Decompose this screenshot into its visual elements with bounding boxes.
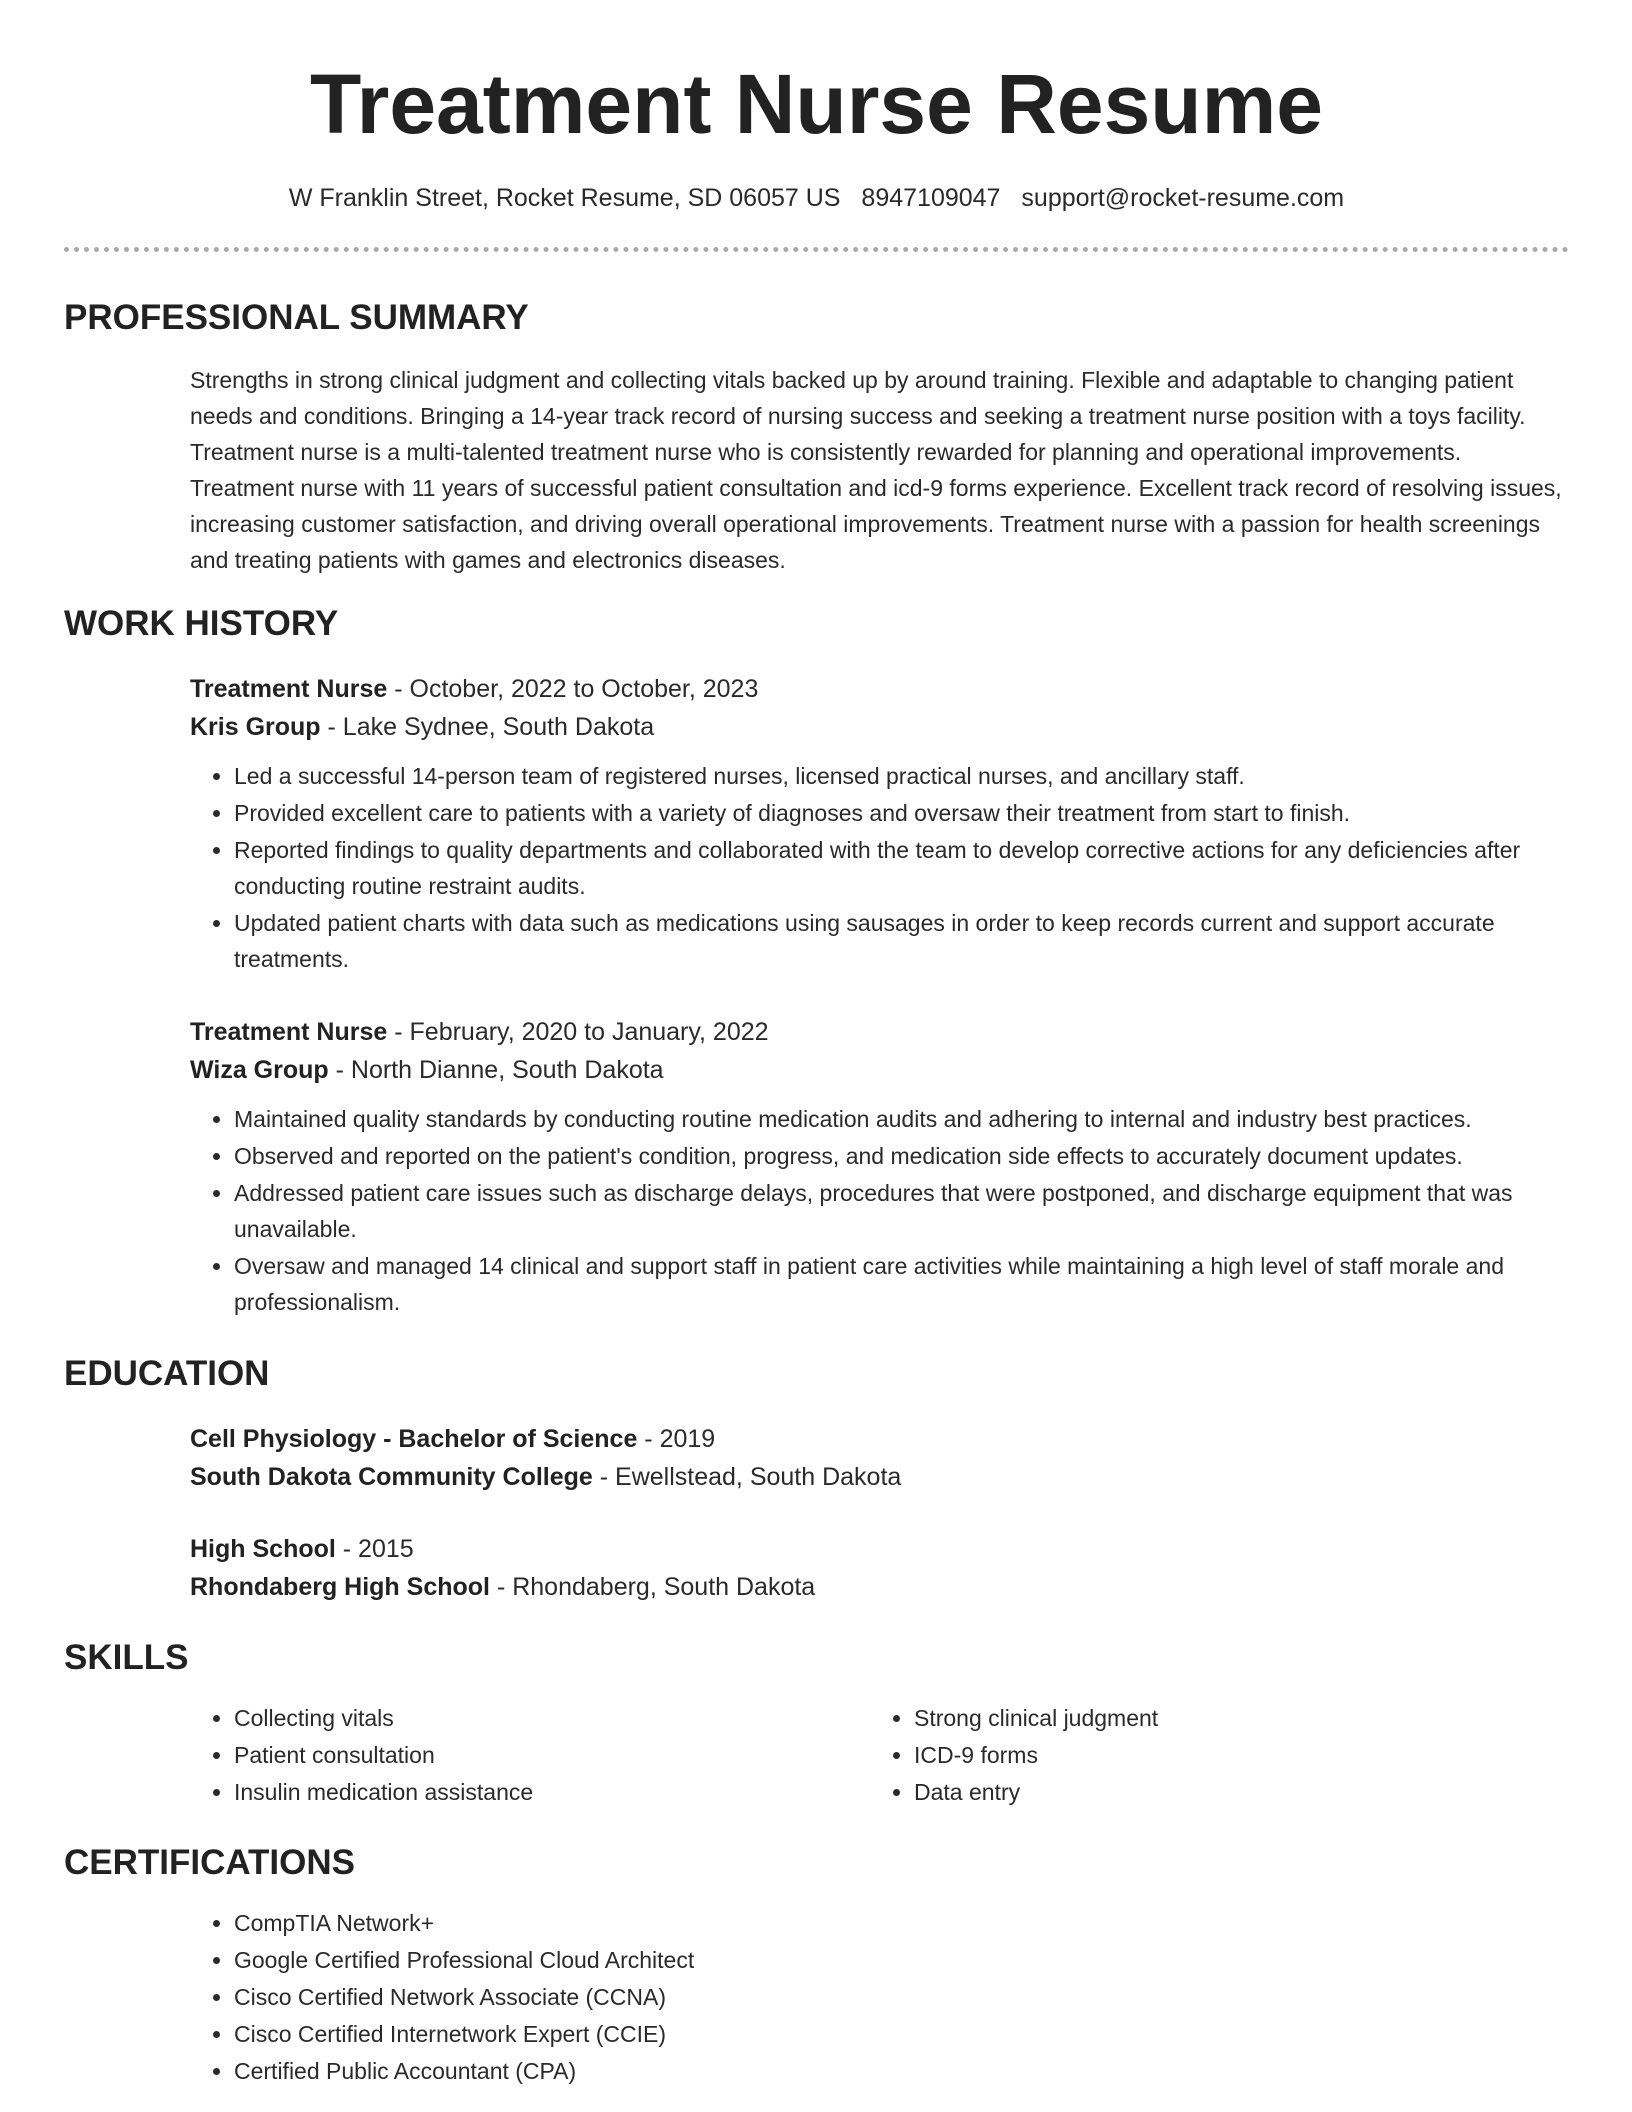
education-school-line xyxy=(190,1458,1569,1496)
education-location: - Rhondaberg, South Dakota xyxy=(490,1573,816,1601)
summary-section xyxy=(64,296,1569,578)
job-dates: - February, 2020 to January, 2022 xyxy=(387,1018,769,1046)
job-title: Treatment Nurse xyxy=(190,675,388,703)
contact-email: support@rocket-resume.com xyxy=(1021,184,1345,212)
education-school-line xyxy=(190,1568,1569,1606)
education-entry xyxy=(190,1530,1569,1606)
contact-address: W Franklin Street, Rocket Resume, SD 06057 US xyxy=(288,184,841,212)
job-dates: - October, 2022 to October, 2023 xyxy=(387,675,759,703)
education-degree: High School xyxy=(190,1535,336,1563)
contact-phone: 8947109047 xyxy=(861,184,1001,212)
certification-item: • CompTIA Network+ xyxy=(234,1905,1569,1941)
job-bullet: • Observed and reported on the patient's condition, progress, and medication side effects to accurately document updates. xyxy=(234,1138,1569,1174)
education-year: - 2019 xyxy=(637,1425,716,1453)
job-bullet: • Oversaw and managed 14 clinical and support staff in patient care activities while maintaining a high level of staff morale and professionalism. xyxy=(234,1248,1569,1320)
education-degree-line xyxy=(190,1420,1569,1458)
header-divider xyxy=(64,247,1569,252)
job-company-line xyxy=(190,1051,1569,1089)
skills-column-right xyxy=(870,1700,1550,1811)
resume-page xyxy=(64,0,1569,2090)
education-degree: Cell Physiology - Bachelor of Science xyxy=(190,1425,638,1453)
work-history-heading: WORK HISTORY xyxy=(64,604,339,643)
job-entry xyxy=(190,1013,1569,1320)
certification-item: • Certified Public Accountant (CPA) xyxy=(234,2053,1569,2089)
certifications-list xyxy=(190,1905,1569,2089)
job-company: Wiza Group xyxy=(190,1056,329,1084)
education-degree-line xyxy=(190,1530,1569,1568)
resume-title: Treatment Nurse Resume xyxy=(309,57,1324,151)
skill-item: • Collecting vitals xyxy=(234,1700,870,1736)
certification-item: • Cisco Certified Network Associate (CCNA) xyxy=(234,1979,1569,2015)
job-title-line xyxy=(190,1013,1569,1051)
education-school: Rhondaberg High School xyxy=(190,1573,490,1601)
job-location: - Lake Sydnee, South Dakota xyxy=(320,713,655,741)
job-location: - North Dianne, South Dakota xyxy=(328,1056,664,1084)
job-title-line xyxy=(190,670,1569,708)
certifications-heading: CERTIFICATIONS xyxy=(64,1843,356,1882)
job-bullet: • Updated patient charts with data such as medications using sausages in order to keep records current and support accurate treatments. xyxy=(234,905,1569,977)
contact-line xyxy=(64,181,1569,215)
education-year: - 2015 xyxy=(335,1535,414,1563)
job-entry xyxy=(190,670,1569,977)
job-bullet: • Reported findings to quality departments and collaborated with the team to develop corrective actions for any deficiencies after conducting routine restraint audits. xyxy=(234,832,1569,904)
job-company-line xyxy=(190,708,1569,746)
summary-heading: PROFESSIONAL SUMMARY xyxy=(64,298,529,337)
education-heading: EDUCATION xyxy=(64,1354,270,1393)
education-entry xyxy=(190,1420,1569,1496)
certification-item: • Google Certified Professional Cloud Architect xyxy=(234,1942,1569,1978)
job-bullet: • Provided excellent care to patients with a variety of diagnoses and oversaw their treatment from start to finish. xyxy=(234,795,1569,831)
education-section xyxy=(64,1352,1569,1606)
skills-column-left xyxy=(190,1700,870,1811)
skill-item: • Strong clinical judgment xyxy=(914,1700,1550,1736)
skills-section xyxy=(64,1636,1569,1811)
skill-item: • Data entry xyxy=(914,1774,1550,1810)
education-location: - Ewellstead, South Dakota xyxy=(592,1463,902,1491)
job-bullet: • Addressed patient care issues such as discharge delays, procedures that were postponed, and discharge equipment that was unavailable. xyxy=(234,1175,1569,1247)
skill-item: • ICD-9 forms xyxy=(914,1737,1550,1773)
work-history-section xyxy=(64,602,1569,1320)
job-bullets xyxy=(190,758,1569,977)
job-bullet: • Maintained quality standards by conducting routine medication audits and adhering to internal and industry best practices. xyxy=(234,1101,1569,1137)
job-bullet: • Led a successful 14-person team of registered nurses, licensed practical nurses, and ancillary staff. xyxy=(234,758,1569,794)
education-school: South Dakota Community College xyxy=(190,1463,593,1491)
job-bullets xyxy=(190,1101,1569,1320)
skills-heading: SKILLS xyxy=(64,1638,189,1677)
certifications-section xyxy=(64,1841,1569,2089)
skills-columns xyxy=(190,1700,1569,1811)
skill-item: • Patient consultation xyxy=(234,1737,870,1773)
job-company: Kris Group xyxy=(190,713,321,741)
job-title: Treatment Nurse xyxy=(190,1018,388,1046)
summary-text: Strengths in strong clinical judgment and collecting vitals backed up by around training. Flexible and adaptable to changing patient needs and conditions. Bringing a 14-year track record of nursing success and seeking a treatment nurse position with a toys facility. Treatment nurse is a multi-talented treatment nurse who is consistently rewarded for planning and operational improvements. Treatment nurse with 11 years of successful patient consultation and icd-9 forms experience. Excellent track record of resolving issues, increasing customer satisfaction, and driving overall operational improvements. Treatment nurse with a passion for health screenings and treating patients with games and electronics diseases. xyxy=(190,367,1562,573)
skill-item: • Insulin medication assistance xyxy=(234,1774,870,1810)
certification-item: • Cisco Certified Internetwork Expert (CCIE) xyxy=(234,2016,1569,2052)
